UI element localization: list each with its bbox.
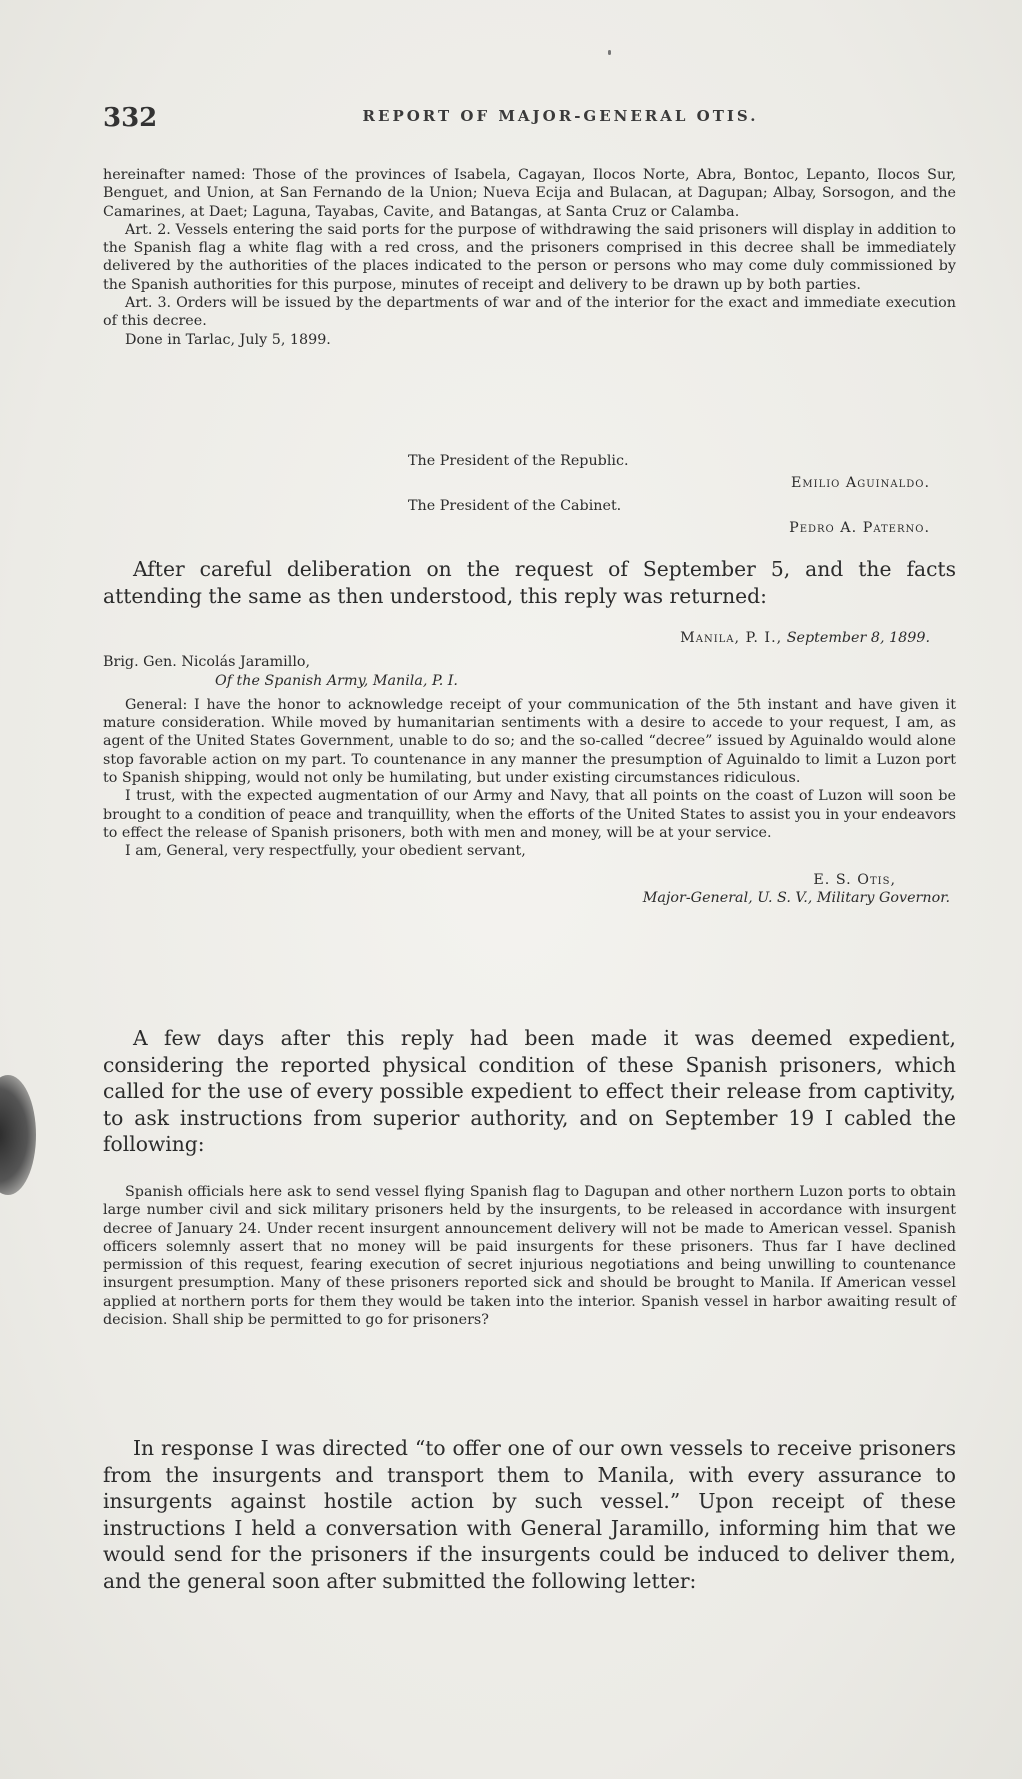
- intro-2-text: A few days after this reply had been made it was deemed expedient, considering the reported physical condition of these Spanish prisoners, which called for the use of every possible expedient to effect their release from captivity, to ask instructions from superior authority, and on September 19 I cabled the following:: [103, 1026, 956, 1156]
- signature-2-name: Pedro A. Paterno.: [789, 519, 930, 536]
- letter-paragraph-1: General: I have the honor to acknowledge receipt of your communication of the 5th instant and have given it mature consideration. While moved by humanitarian sentiments with a desire to accede to your request, I am, as agent of the United States Government, unable to do so; and the so-called “decree” issued by Aguinaldo would alone stop favorable action on my part. To countenance in any manner the presumption of Aguinaldo to limit a Luzon port to Spanish shipping, would not only be humilating, but under existing circumstances ridiculous.: [103, 696, 956, 787]
- running-title: REPORT OF MAJOR-GENERAL OTIS.: [362, 107, 759, 125]
- decree-article-3: Art. 3. Orders will be issued by the departments of war and of the interior for the exact and immediate execution of this decree.: [103, 295, 956, 330]
- intro-3-text: In response I was directed “to offer one of our own vessels to receive prisoners from the insurgents and transport them to Manila, with every assurance to insurgents against hostile action by such vessel.” Upon receipt of these instructions I held a conversation with General Jaramillo, informing him that we would send for the prisoners if the insurgents could be induced to deliver them, and the general soon after submitted the following letter:: [103, 1436, 956, 1593]
- letter-otis: [103, 629, 956, 907]
- decree-section: [103, 166, 956, 349]
- letter-date: September 8, 1899.: [786, 630, 930, 646]
- page-header: [103, 103, 958, 137]
- letter-closing: I am, General, very respectfully, your obedient servant,: [125, 843, 526, 860]
- scanner-thumb-shadow: [0, 1075, 36, 1195]
- decree-article-2: Art. 2. Vessels entering the said ports for the purpose of withdrawing the said prisoners will display in addition to the Spanish flag a white flag with a red cross, and the prisoners comprised in this decree shall be immediately delivered by the authorities of the places indicated to the person or persons who may come duly commissioned by the Spanish authorities for this purpose, minutes of receipt and delivery to be drawn up by both parties.: [103, 221, 956, 293]
- signature-2-title: The President of the Cabinet.: [408, 497, 622, 514]
- letter-addressee-name: Brig. Gen. Nicolás Jaramillo,: [103, 654, 311, 671]
- decree-signatures: [103, 452, 956, 537]
- intro-paragraph-1: [103, 556, 956, 609]
- intro-1-text: After careful deliberation on the request of September 5, and the facts attending the same as then understood, this reply was returned:: [103, 557, 956, 608]
- signature-1-name: Emilio Aguinaldo.: [790, 475, 930, 492]
- letter-dateline: [103, 629, 956, 647]
- cable-message: [103, 1183, 956, 1329]
- decree-done: Done in Tarlac, July 5, 1899.: [125, 331, 331, 348]
- letter-place: Manila, P. I.,: [680, 630, 783, 646]
- scan-speck: [608, 50, 611, 55]
- decree-continuation: hereinafter named: Those of the provinces of Isabela, Cagayan, Ilocos Norte, Abra, Bontoc, Lepanto, Ilocos Sur, Benguet, and Union, at San Fernando de la Union; Nueva Ecija and Bulacan, at Dagupan; Albay, Sorsogon, and the Camarines, at Daet; Laguna, Tayabas, Cavite, and Batangas, at Santa Cruz or Calamba.: [103, 167, 956, 220]
- letter-signer: E. S. Otis,: [813, 871, 896, 888]
- page-number: 332: [103, 103, 158, 133]
- intro-paragraph-2: [103, 1025, 956, 1158]
- intro-paragraph-3: [103, 1435, 956, 1594]
- signature-1-title: The President of the Republic.: [408, 453, 629, 469]
- letter-addressee-org: Of the Spanish Army, Manila, P. I.: [215, 672, 458, 689]
- letter-paragraph-2: I trust, with the expected augmentation of our Army and Navy, that all points on the coast of Luzon will soon be brought to a condition of peace and tranquillity, when the efforts of the United States to assist you in your endeavors to effect the release of Spanish prisoners, both with men and money, will be at your service.: [103, 788, 956, 841]
- cable-text: Spanish officials here ask to send vessel flying Spanish flag to Dagupan and other northern Luzon ports to obtain large number civil and sick military prisoners held by the insurgents, to be released in accordance with insurgent decree of January 24. Under recent insurgent announcement delivery will not be made to American vessel. Spanish officers solemnly assert that no money will be paid insurgents for these prisoners. Thus far I have declined permission of this request, fearing execution of secret injurious negotiations and being unwilling to countenance insurgent presumption. Many of these prisoners reported sick and should be brought to Manila. If American vessel applied at northern ports for them they would be taken into the interior. Spanish vessel in harbor awaiting result of decision. Shall ship be permitted to go for prisoners?: [103, 1184, 956, 1329]
- letter-signer-title: Major-General, U. S. V., Military Governor.: [642, 889, 950, 906]
